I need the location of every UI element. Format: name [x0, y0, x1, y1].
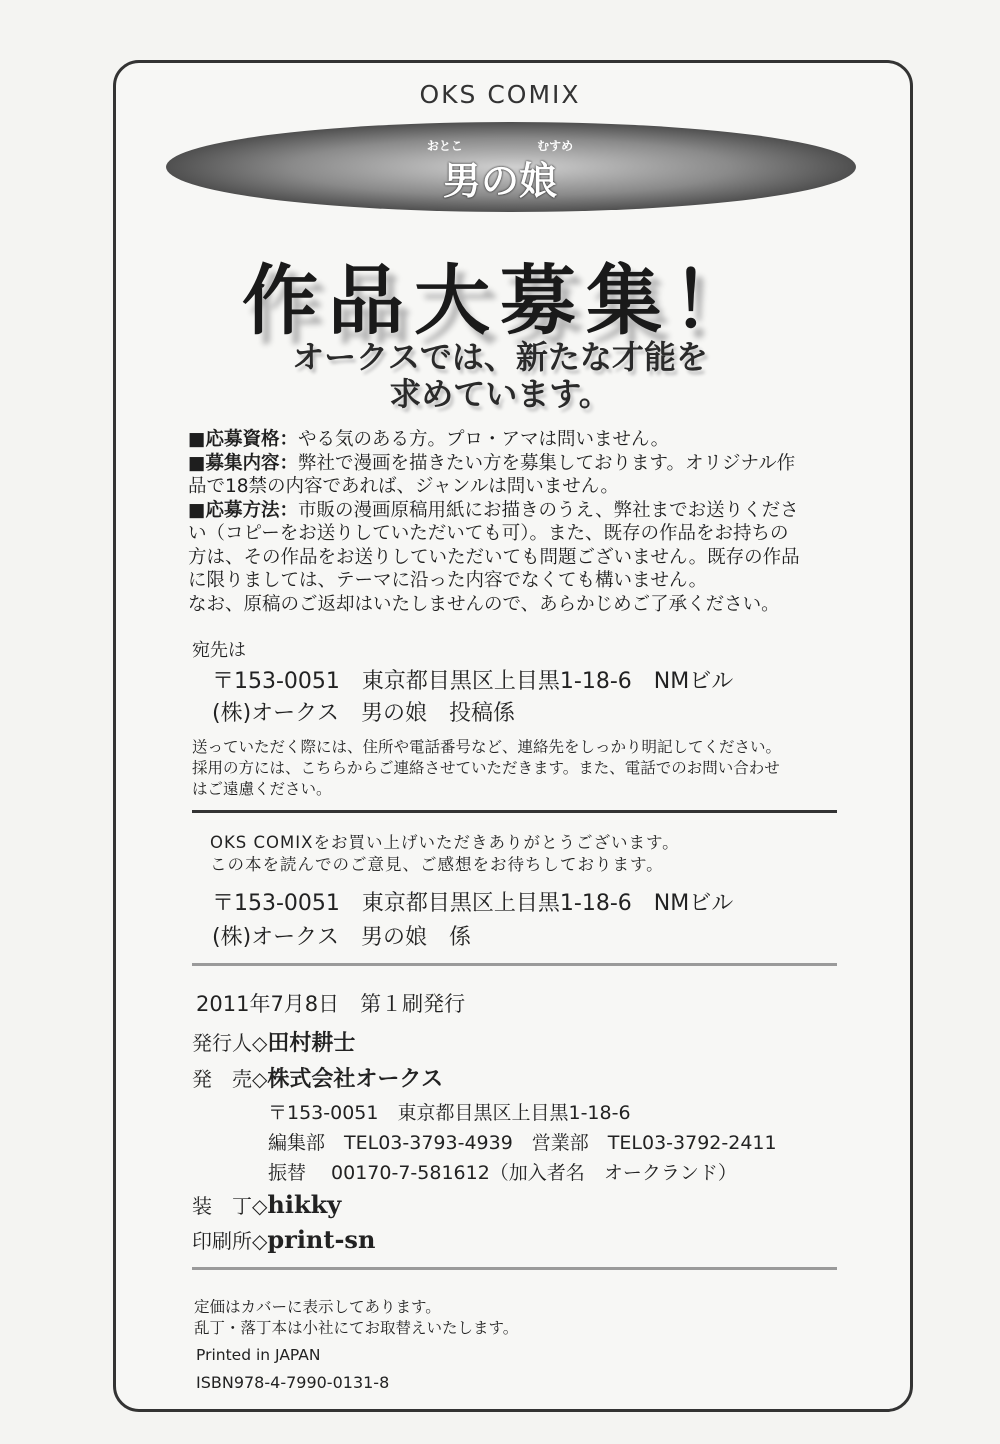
replacement-note: 乱丁・落丁本は小社にてお取替えいたします。: [194, 1319, 519, 1337]
divider: [192, 963, 837, 966]
detail-text: に限りましては、テーマに沿った内容でなくても構いません。: [188, 570, 708, 591]
detail-line: [188, 546, 800, 570]
recruit-sub-1: オークスでは、新たな才能を: [292, 338, 708, 376]
note-line-1: 送っていただく際には、住所や電話番号など、連絡先をしっかり明記してください。: [192, 738, 782, 756]
detail-line: [188, 499, 800, 523]
printer-row: [192, 1225, 375, 1254]
feedback-request: この本を読んでのご意見、ご感想をお待ちしております。: [210, 855, 664, 874]
detail-text: やる気のある方。プロ・アマは問いません。: [297, 429, 670, 450]
detail-label: ■募集内容：: [188, 452, 298, 474]
isbn: ISBN978-4-7990-0131-8: [196, 1373, 390, 1392]
submission-address: 〒153-0051 東京都目黒区上目黒1-18-6 NMビル: [212, 669, 734, 694]
detail-line: [188, 593, 800, 617]
publisher-name: 田村耕士: [267, 1030, 356, 1056]
design-label: 装 丁◇: [192, 1194, 268, 1218]
design-row: [192, 1190, 341, 1219]
detail-line: [188, 569, 800, 593]
detail-label: ■応募方法：: [188, 499, 298, 521]
brand-label: OKS COMIX: [419, 80, 581, 109]
detail-line: [188, 475, 800, 499]
banner-title: 男の娘: [442, 158, 557, 203]
divider: [192, 810, 837, 813]
publish-date: 2011年7月8日 第１刷発行: [196, 992, 466, 1016]
printer-label: 印刷所◇: [192, 1229, 268, 1253]
feedback-recipient: (株)オークス 男の娘 係: [212, 925, 471, 950]
price-note: 定価はカバーに表示してあります。: [194, 1298, 441, 1316]
publisher-postal: 〒153-0051 東京都目黒区上目黒1-18-6: [268, 1102, 631, 1124]
publisher-tel: 編集部 TEL03-3793-4939 営業部 TEL03-3792-2411: [268, 1132, 777, 1154]
printed-in: Printed in JAPAN: [196, 1346, 321, 1364]
seller-row: [192, 1062, 443, 1093]
seller-label: 発 売◇: [192, 1067, 268, 1091]
thanks-line: OKS COMIXをお買い上げいただきありがとうございます。: [210, 833, 680, 852]
publisher-label: 発行人◇: [192, 1031, 268, 1055]
to-label: 宛先は: [192, 640, 246, 661]
recruit-headline: 作品大募集！: [242, 256, 758, 345]
feedback-address: 〒153-0051 東京都目黒区上目黒1-18-6 NMビル: [212, 891, 734, 916]
publisher-row: [192, 1026, 355, 1057]
note-line-2: 採用の方には、こちらからご連絡させていただきます。また、電話でのお問い合わせ: [192, 759, 780, 777]
note-line-3: はご遠慮ください。: [192, 780, 332, 798]
detail-text: 市販の漫画原稿用紙にお描きのうえ、弊社までお送りくださ: [297, 499, 799, 521]
publisher-transfer: 振替 00170-7-581612（加入者名 オークランド）: [268, 1162, 737, 1184]
detail-text: 品で18禁の内容であれば、ジャンルは問いません。: [188, 476, 619, 497]
detail-text: 方は、その作品をお送りしていただいても問題ございません。既存の作品: [188, 546, 800, 568]
detail-text: い（コピーをお送りしていただいても可）。また、既存の作品をお持ちの: [188, 523, 789, 544]
submission-recipient: (株)オークス 男の娘 投稿係: [212, 701, 515, 726]
detail-label: ■応募資格：: [188, 429, 298, 450]
printer-name: print-sn: [267, 1225, 376, 1254]
detail-line: [188, 522, 800, 546]
detail-text: なお、原稿のご返却はいたしませんので、あらかじめご了承ください。: [188, 593, 780, 615]
detail-line: [188, 452, 800, 476]
design-name: hikky: [267, 1190, 342, 1219]
divider: [192, 1267, 837, 1270]
banner-ruby: おとこ むすめ: [426, 139, 574, 153]
recruit-details: [188, 428, 800, 616]
detail-text: 弊社で漫画を描きたい方を募集しております。オリジナル作: [297, 452, 796, 474]
recruit-sub-2: 求めています。: [389, 375, 611, 413]
seller-name: 株式会社オークス: [267, 1066, 444, 1092]
detail-line: [188, 428, 800, 452]
